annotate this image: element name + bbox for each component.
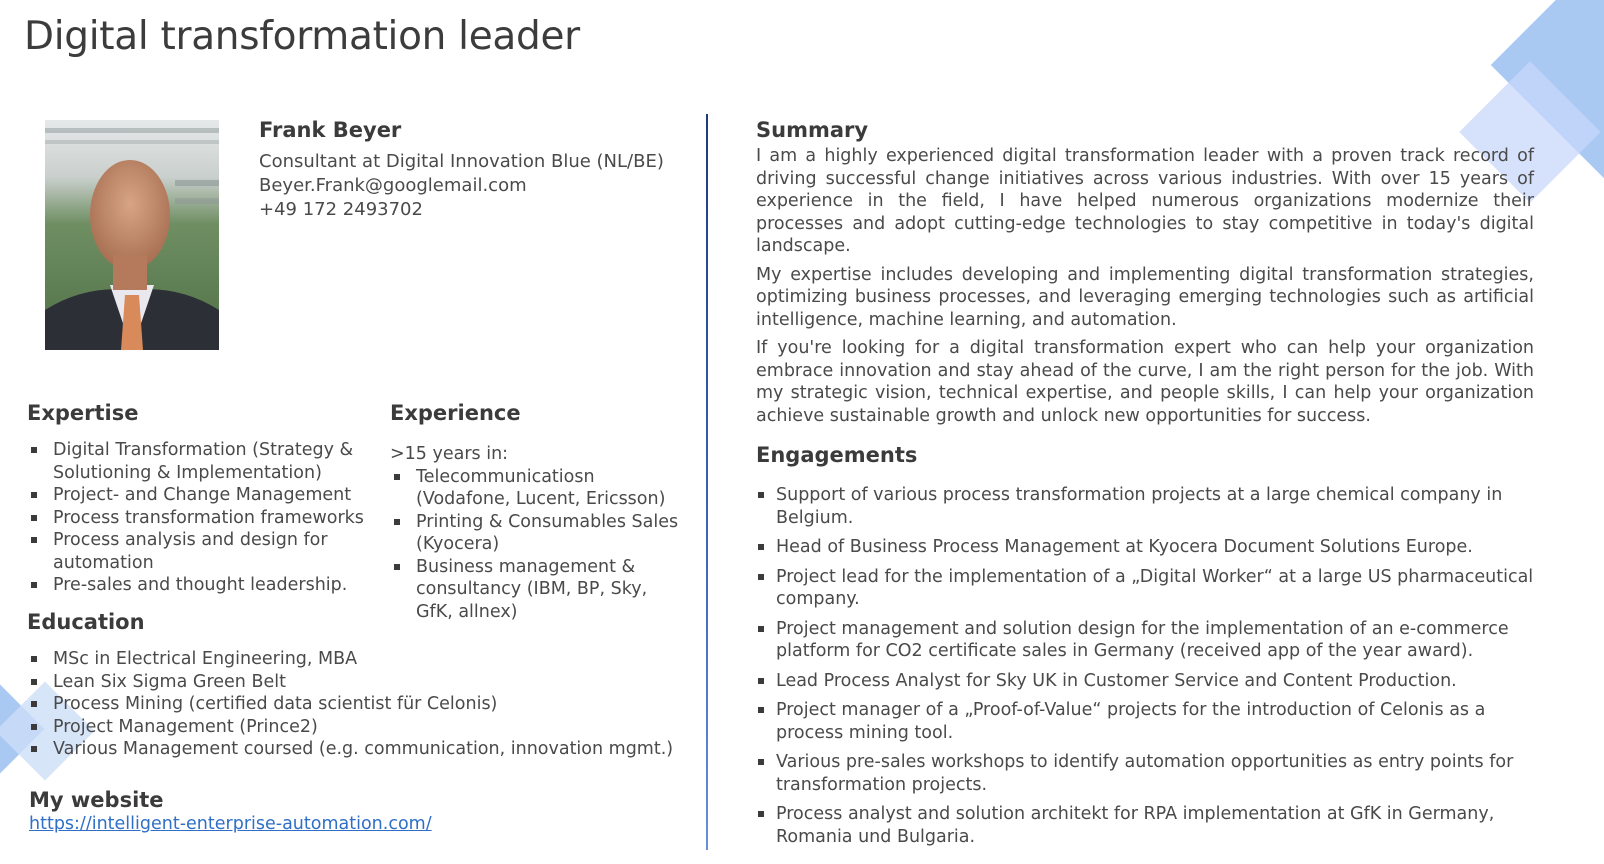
list-item: Various Management coursed (e.g. communication, innovation mgmt.) xyxy=(27,738,677,761)
engagements-list xyxy=(756,484,1556,848)
list-item: Head of Business Process Management at Kyocera Document Solutions Europe. xyxy=(756,536,1556,559)
list-item: Telecommunicatiosn (Vodafone, Lucent, Ericsson) xyxy=(390,466,680,511)
profile-email[interactable]: Beyer.Frank@googlemail.com xyxy=(259,175,527,196)
summary-section xyxy=(756,118,1534,427)
experience-heading: Experience xyxy=(390,401,521,425)
expertise-heading: Expertise xyxy=(27,401,139,425)
education-list xyxy=(27,648,677,761)
summary-paragraph: I am a highly experienced digital transformation leader with a proven track record of driving successful change initiatives across various industries. With over 15 years of experience in the field, I have helped numerous organizations modernize their processes and adopt cutting-edge technologies to stay competitive in today's digital landscape. xyxy=(756,146,1534,256)
profile-phone[interactable]: +49 172 2493702 xyxy=(259,199,423,220)
portrait-image xyxy=(45,120,219,350)
education-section xyxy=(27,610,677,761)
list-item: Project lead for the implementation of a „Digital Worker“ at a large US pharmaceutical company. xyxy=(756,566,1556,611)
list-item: Digital Transformation (Strategy & Solutioning & Implementation) xyxy=(27,439,372,484)
expertise-list xyxy=(27,439,372,597)
list-item: Project manager of a „Proof-of-Value“ projects for the introduction of Celonis as a process mining tool. xyxy=(756,699,1556,744)
list-item: Process analysis and design for automation xyxy=(27,529,372,574)
website-link[interactable]: https://intelligent-enterprise-automation.com/ xyxy=(29,814,432,834)
list-item: Process Mining (certified data scientist für Celonis) xyxy=(27,693,677,716)
list-item: Process analyst and solution architekt for RPA implementation at GfK in Germany, Romania und Bulgaria. xyxy=(756,803,1556,848)
profile-photo xyxy=(45,120,219,350)
profile-role: Consultant at Digital Innovation Blue (NL/BE) xyxy=(259,151,664,172)
contact-block xyxy=(259,118,664,222)
list-item: Support of various process transformation projects at a large chemical company in Belgium. xyxy=(756,484,1556,529)
list-item: Project- and Change Management xyxy=(27,484,372,507)
engagements-heading: Engagements xyxy=(756,443,918,467)
experience-intro: >15 years in: xyxy=(390,444,509,464)
summary-paragraph: If you're looking for a digital transformation expert who can help your organization embrace innovation and stay ahead of the curve, I am the right person for the job. With my strategic vision, technical expertise, and people skills, I can help your organization achieve sustainable growth and unlock new opportunities for success. xyxy=(756,338,1534,426)
list-item: Lean Six Sigma Green Belt xyxy=(27,671,677,694)
list-item: MSc in Electrical Engineering, MBA xyxy=(27,648,677,671)
list-item: Pre-sales and thought leadership. xyxy=(27,574,372,597)
education-heading: Education xyxy=(27,610,145,634)
website-section xyxy=(29,788,432,834)
experience-list xyxy=(390,466,680,624)
list-item: Printing & Consumables Sales (Kyocera) xyxy=(390,511,680,556)
list-item: Business management & consultancy (IBM, BP, Sky, GfK, allnex) xyxy=(390,556,680,624)
list-item: Project management and solution design for the implementation of an e-commerce platform for CO2 certificate sales in Germany (received app of the year award). xyxy=(756,618,1556,663)
list-item: Project Management (Prince2) xyxy=(27,716,677,739)
profile-name: Frank Beyer xyxy=(259,118,402,142)
summary-paragraph: My expertise includes developing and implementing digital transformation strategies, optimizing business processes, and leveraging emerging technologies such as artificial intelligence, machine learning, and automation. xyxy=(756,264,1534,330)
list-item: Various pre-sales workshops to identify automation opportunities as entry points for transformation projects. xyxy=(756,751,1556,796)
website-heading: My website xyxy=(29,788,164,812)
expertise-section xyxy=(27,401,372,597)
summary-heading: Summary xyxy=(756,118,869,142)
page-title: Digital transformation leader xyxy=(24,14,580,59)
engagements-section xyxy=(756,443,1556,855)
list-item: Process transformation frameworks xyxy=(27,507,372,530)
list-item: Lead Process Analyst for Sky UK in Customer Service and Content Production. xyxy=(756,670,1556,693)
experience-section xyxy=(390,401,680,623)
column-divider xyxy=(706,114,708,850)
